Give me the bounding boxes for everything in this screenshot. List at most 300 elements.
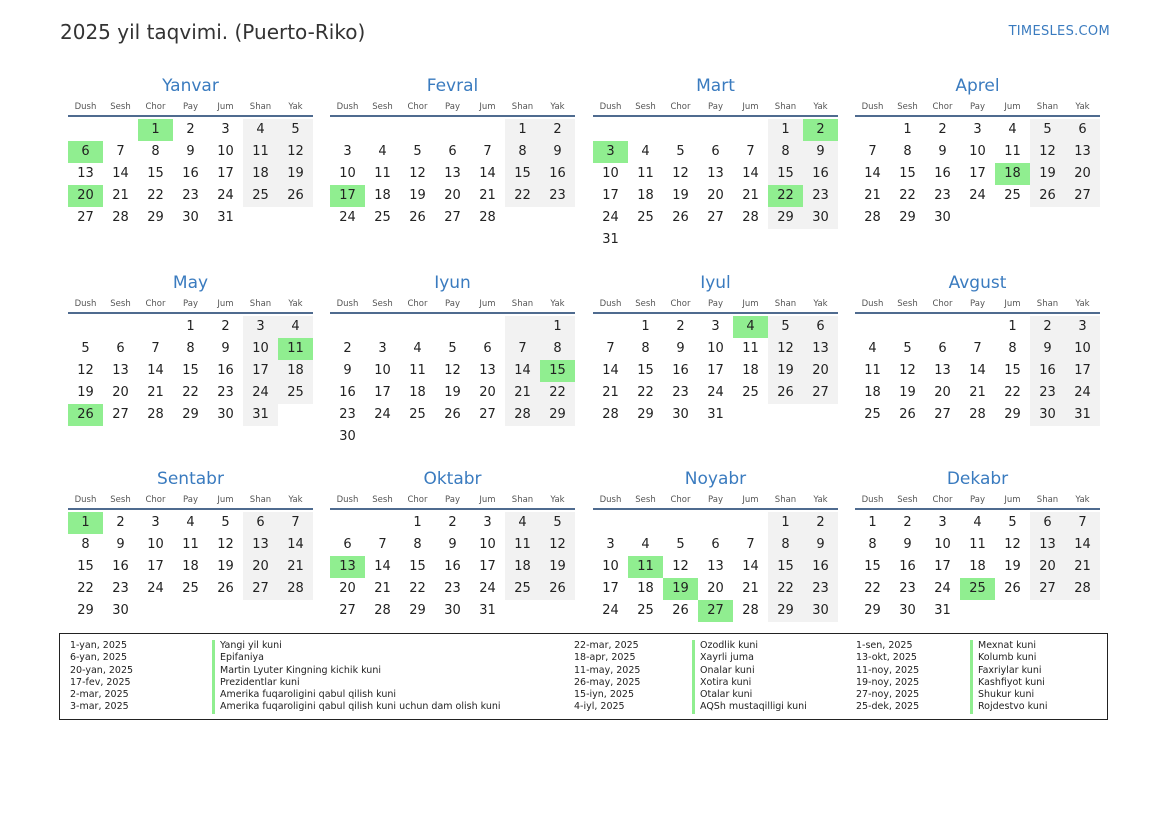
day-cell: 31 [217,210,234,225]
empty-cell [400,316,435,338]
day-cell: 5 [676,537,685,552]
day-cell: 21 [864,188,881,203]
weekday-label: Dush [599,495,622,505]
day-cell: 27 [803,382,838,404]
day-cell: 29 [864,603,881,618]
day-cell: 22 [637,385,654,400]
day-cell: 18 [409,385,426,400]
holiday-date: 19-noy, 2025 [856,676,920,688]
month-dekabr [855,468,1100,622]
day-cell: 9 [116,537,125,552]
holiday-name: Otalar kuni [692,689,807,701]
day-cell: 5 [413,144,422,159]
day-cell: 14 [505,360,540,382]
weekday-label: Pay [445,495,460,505]
day-cell: 28 [864,210,881,225]
empty-cell [855,119,890,141]
holiday-day-cell: 17 [330,185,365,207]
day-cell: 19 [899,385,916,400]
day-cell: 23 [444,581,461,596]
weekday-label: Chor [932,102,953,112]
weekday-header [68,100,313,117]
month-name: Noyabr [684,469,747,489]
day-cell: 13 [444,166,461,181]
holiday-name: Shukur kuni [970,689,1048,701]
day-cell: 24 [374,407,391,422]
day-cell: 25 [243,185,278,207]
month-oktabr [330,468,575,622]
day-cell: 15 [768,163,803,185]
day-cell: 12 [77,363,94,378]
day-cell: 18 [637,188,654,203]
day-cell: 11 [742,341,759,356]
day-cell: 28 [1065,578,1100,600]
month-may [68,272,313,426]
day-cell: 2 [221,319,230,334]
day-cell: 2 [186,122,195,137]
day-cell: 8 [768,534,803,556]
weekday-label: Yak [550,299,565,309]
day-cell: 22 [505,185,540,207]
day-cell: 18 [243,163,278,185]
empty-cell [68,316,103,338]
day-cell: 16 [339,385,356,400]
day-cell: 25 [505,578,540,600]
day-cell: 13 [243,534,278,556]
day-cell: 10 [1065,338,1100,360]
day-cell: 2 [448,515,457,530]
weekday-header [68,297,313,314]
weekday-label: Jum [1004,495,1021,505]
holiday-day-cell: 15 [540,360,575,382]
holiday-day-cell: 11 [628,556,663,578]
holiday-date: 11-noy, 2025 [856,664,920,676]
holiday-date: 18-apr, 2025 [574,652,636,664]
day-cell: 15 [899,166,916,181]
weekday-label: Sesh [372,102,393,112]
month-mart [593,75,838,251]
holiday-name: Mexnat kuni [970,640,1048,652]
weekday-header [855,100,1100,117]
weekday-header [68,493,313,510]
day-cell: 10 [243,338,278,360]
day-cell: 7 [973,341,982,356]
day-cell: 21 [479,188,496,203]
month-name: Avgust [948,273,1007,293]
day-cell: 23 [803,185,838,207]
weekday-label: Yak [550,495,565,505]
empty-cell [365,119,400,141]
weekday-label: Dush [336,495,359,505]
holiday-name: Xayrli juma [692,652,807,664]
day-cell: 5 [448,341,457,356]
day-cell: 4 [186,515,195,530]
day-cell: 18 [969,559,986,574]
weekday-label: Yak [1075,495,1090,505]
month-fevral [330,75,575,229]
day-cell: 19 [540,556,575,578]
day-cell: 19 [1030,163,1065,185]
holiday-day-cell: 2 [803,119,838,141]
day-cell: 13 [112,363,129,378]
day-cell: 15 [505,163,540,185]
holiday-day-cell: 11 [278,338,313,360]
weekday-header [330,297,575,314]
day-cell: 29 [147,210,164,225]
day-cell: 14 [112,166,129,181]
day-cell: 20 [479,385,496,400]
weekday-label: Sesh [635,102,656,112]
holiday-name: Amerika fuqaroligini qabul qilish kuni uchun dam olish kuni [212,701,501,713]
day-cell: 17 [969,166,986,181]
day-cell: 3 [243,316,278,338]
weekday-label: Sesh [372,495,393,505]
day-cell: 31 [1065,404,1100,426]
day-cell: 27 [339,603,356,618]
day-cell: 29 [899,210,916,225]
day-cell: 26 [409,210,426,225]
day-cell: 14 [374,559,391,574]
day-cell: 30 [339,429,356,444]
day-cell: 16 [182,166,199,181]
day-cell: 23 [339,407,356,422]
day-cell: 5 [676,144,685,159]
month-name: Iyul [700,273,731,293]
month-name: Yanvar [162,76,219,96]
empty-cell [663,119,698,141]
day-cell: 5 [768,316,803,338]
day-cell: 14 [969,363,986,378]
day-cell: 2 [903,515,912,530]
day-cell: 5 [1008,515,1017,530]
day-cell: 14 [278,534,313,556]
day-cell: 5 [1030,119,1065,141]
day-grid [593,512,838,622]
empty-cell [365,512,400,534]
weekday-label: Chor [145,102,166,112]
weekday-label: Shan [249,495,272,505]
day-cell: 11 [969,537,986,552]
month-iyun [330,272,575,448]
empty-cell [698,119,733,141]
day-cell: 26 [444,407,461,422]
day-cell: 30 [899,603,916,618]
day-cell: 1 [768,119,803,141]
day-cell: 15 [1004,363,1021,378]
weekday-label: Chor [670,299,691,309]
day-cell: 22 [182,385,199,400]
day-cell: 10 [602,166,619,181]
day-cell: 30 [1030,404,1065,426]
day-cell: 12 [409,166,426,181]
day-cell: 12 [540,534,575,556]
day-cell: 2 [343,341,352,356]
day-cell: 3 [711,319,720,334]
day-cell: 14 [147,363,164,378]
day-grid [68,316,313,426]
weekday-label: Jum [742,102,759,112]
day-cell: 6 [448,144,457,159]
day-cell: 11 [409,363,426,378]
weekday-label: Jum [479,495,496,505]
day-cell: 3 [378,341,387,356]
day-cell: 4 [278,316,313,338]
day-cell: 13 [707,559,724,574]
weekday-label: Pay [708,299,723,309]
day-cell: 3 [221,122,230,137]
weekday-label: Jum [217,299,234,309]
day-cell: 25 [409,407,426,422]
day-cell: 6 [938,341,947,356]
weekday-label: Chor [407,299,428,309]
site-link[interactable]: TIMESLES.COM [1008,24,1110,39]
weekday-label: Chor [407,495,428,505]
day-cell: 23 [899,581,916,596]
day-cell: 22 [409,581,426,596]
day-cell: 24 [339,210,356,225]
day-cell: 18 [637,581,654,596]
weekday-label: Pay [183,495,198,505]
day-cell: 15 [864,559,881,574]
holiday-name: Kolumb kuni [970,652,1048,664]
empty-cell [400,119,435,141]
weekday-label: Yak [288,102,303,112]
month-name: Aprel [955,76,1000,96]
day-cell: 9 [803,534,838,556]
day-cell: 16 [803,163,838,185]
day-cell: 13 [479,363,496,378]
day-cell: 10 [707,341,724,356]
holiday-day-cell: 13 [330,556,365,578]
day-cell: 28 [602,407,619,422]
weekday-label: Sesh [110,299,131,309]
day-cell: 23 [803,578,838,600]
weekday-label: Yak [550,102,565,112]
weekday-label: Dush [336,102,359,112]
day-cell: 21 [742,581,759,596]
day-cell: 17 [243,360,278,382]
month-name: Mart [696,76,735,96]
day-cell: 15 [182,363,199,378]
holiday-day-cell: 1 [138,119,173,141]
day-cell: 24 [707,385,724,400]
day-cell: 10 [479,537,496,552]
weekday-label: Chor [407,102,428,112]
day-cell: 12 [444,363,461,378]
weekday-label: Sesh [110,495,131,505]
day-cell: 27 [77,210,94,225]
holiday-day-cell: 4 [733,316,768,338]
weekday-label: Yak [813,102,828,112]
day-cell: 22 [1004,385,1021,400]
empty-cell [330,316,365,338]
day-cell: 9 [221,341,230,356]
weekday-label: Pay [183,102,198,112]
weekday-label: Sesh [110,102,131,112]
day-cell: 1 [868,515,877,530]
empty-cell [330,512,365,534]
day-cell: 6 [711,144,720,159]
day-cell: 7 [151,341,160,356]
weekday-label: Sesh [897,102,918,112]
empty-cell [698,512,733,534]
day-cell: 1 [186,319,195,334]
day-cell: 4 [641,537,650,552]
day-cell: 26 [278,185,313,207]
day-cell: 8 [81,537,90,552]
holiday-names-col-1 [212,640,501,714]
day-cell: 22 [899,188,916,203]
day-cell: 17 [602,581,619,596]
empty-cell [330,119,365,141]
holiday-day-cell: 25 [960,578,995,600]
weekday-label: Dush [599,102,622,112]
day-cell: 3 [938,515,947,530]
day-cell: 8 [540,338,575,360]
weekday-label: Chor [932,299,953,309]
day-cell: 20 [934,385,951,400]
page-title: 2025 yil taqvimi. (Puerto-Riko) [60,20,366,44]
weekday-label: Chor [145,495,166,505]
day-cell: 7 [378,537,387,552]
holiday-name: AQSh mustaqilligi kuni [692,701,807,713]
weekday-label: Shan [774,102,797,112]
day-cell: 21 [147,385,164,400]
day-cell: 13 [1030,534,1065,556]
holiday-names-col-2 [692,640,807,714]
holiday-name: Amerika fuqaroligini qabul qilish kuni [212,689,501,701]
day-cell: 8 [903,144,912,159]
day-cell: 4 [243,119,278,141]
day-cell: 19 [444,385,461,400]
day-cell: 11 [243,141,278,163]
empty-cell [138,316,173,338]
weekday-label: Pay [445,299,460,309]
day-cell: 27 [112,407,129,422]
day-cell: 18 [374,188,391,203]
day-cell: 17 [147,559,164,574]
day-cell: 21 [278,556,313,578]
day-cell: 12 [1004,537,1021,552]
day-cell: 10 [147,537,164,552]
empty-cell [628,119,663,141]
day-cell: 7 [505,338,540,360]
day-cell: 29 [637,407,654,422]
weekday-label: Jum [479,102,496,112]
day-cell: 9 [938,144,947,159]
weekday-label: Yak [288,299,303,309]
day-cell: 17 [217,166,234,181]
day-cell: 24 [217,188,234,203]
holiday-date: 26-may, 2025 [574,676,641,688]
day-grid [330,512,575,622]
day-cell: 24 [479,581,496,596]
day-cell: 26 [1030,185,1065,207]
day-cell: 28 [374,603,391,618]
day-cell: 30 [112,603,129,618]
empty-cell [733,512,768,534]
day-cell: 2 [116,515,125,530]
weekday-label: Jum [217,102,234,112]
day-cell: 24 [1065,382,1100,404]
day-cell: 17 [1065,360,1100,382]
day-cell: 9 [903,537,912,552]
day-cell: 6 [1030,512,1065,534]
weekday-label: Pay [970,495,985,505]
day-cell: 11 [374,166,391,181]
day-cell: 11 [182,537,199,552]
day-cell: 15 [147,166,164,181]
weekday-label: Shan [774,495,797,505]
day-cell: 27 [934,407,951,422]
day-cell: 24 [969,188,986,203]
weekday-label: Dush [599,299,622,309]
day-grid [855,119,1100,229]
weekday-label: Shan [1036,299,1059,309]
empty-cell [470,316,505,338]
month-name: May [172,273,209,293]
day-cell: 4 [641,144,650,159]
weekday-label: Sesh [897,299,918,309]
weekday-label: Yak [1075,299,1090,309]
day-cell: 4 [1008,122,1017,137]
day-cell: 23 [182,188,199,203]
holiday-date: 15-iyn, 2025 [574,689,635,701]
holiday-date: 1-yan, 2025 [70,640,127,651]
holiday-day-cell: 20 [68,185,103,207]
day-cell: 21 [374,581,391,596]
holiday-day-cell: 19 [663,578,698,600]
day-cell: 8 [1008,341,1017,356]
day-cell: 7 [1065,512,1100,534]
day-cell: 17 [602,188,619,203]
day-cell: 23 [112,581,129,596]
empty-cell [593,512,628,534]
day-cell: 31 [479,603,496,618]
day-cell: 10 [602,559,619,574]
day-cell: 27 [707,210,724,225]
day-cell: 12 [1030,141,1065,163]
day-cell: 28 [969,407,986,422]
day-cell: 7 [278,512,313,534]
day-cell: 1 [1008,319,1017,334]
day-cell: 14 [864,166,881,181]
day-cell: 26 [899,407,916,422]
day-cell: 18 [742,363,759,378]
day-cell: 6 [116,341,125,356]
weekday-label: Dush [74,299,97,309]
day-cell: 21 [742,188,759,203]
weekday-label: Dush [861,102,884,112]
day-cell: 16 [899,559,916,574]
day-cell: 29 [768,600,803,622]
day-cell: 12 [278,141,313,163]
day-cell: 4 [868,341,877,356]
day-cell: 22 [147,188,164,203]
day-cell: 28 [479,210,496,225]
weekday-label: Chor [670,102,691,112]
day-cell: 5 [278,119,313,141]
day-cell: 4 [378,144,387,159]
day-cell: 8 [413,537,422,552]
day-cell: 25 [278,382,313,404]
day-cell: 28 [147,407,164,422]
day-cell: 6 [483,341,492,356]
weekday-header [330,493,575,510]
day-cell: 20 [444,188,461,203]
month-noyabr [593,468,838,622]
day-cell: 19 [409,188,426,203]
